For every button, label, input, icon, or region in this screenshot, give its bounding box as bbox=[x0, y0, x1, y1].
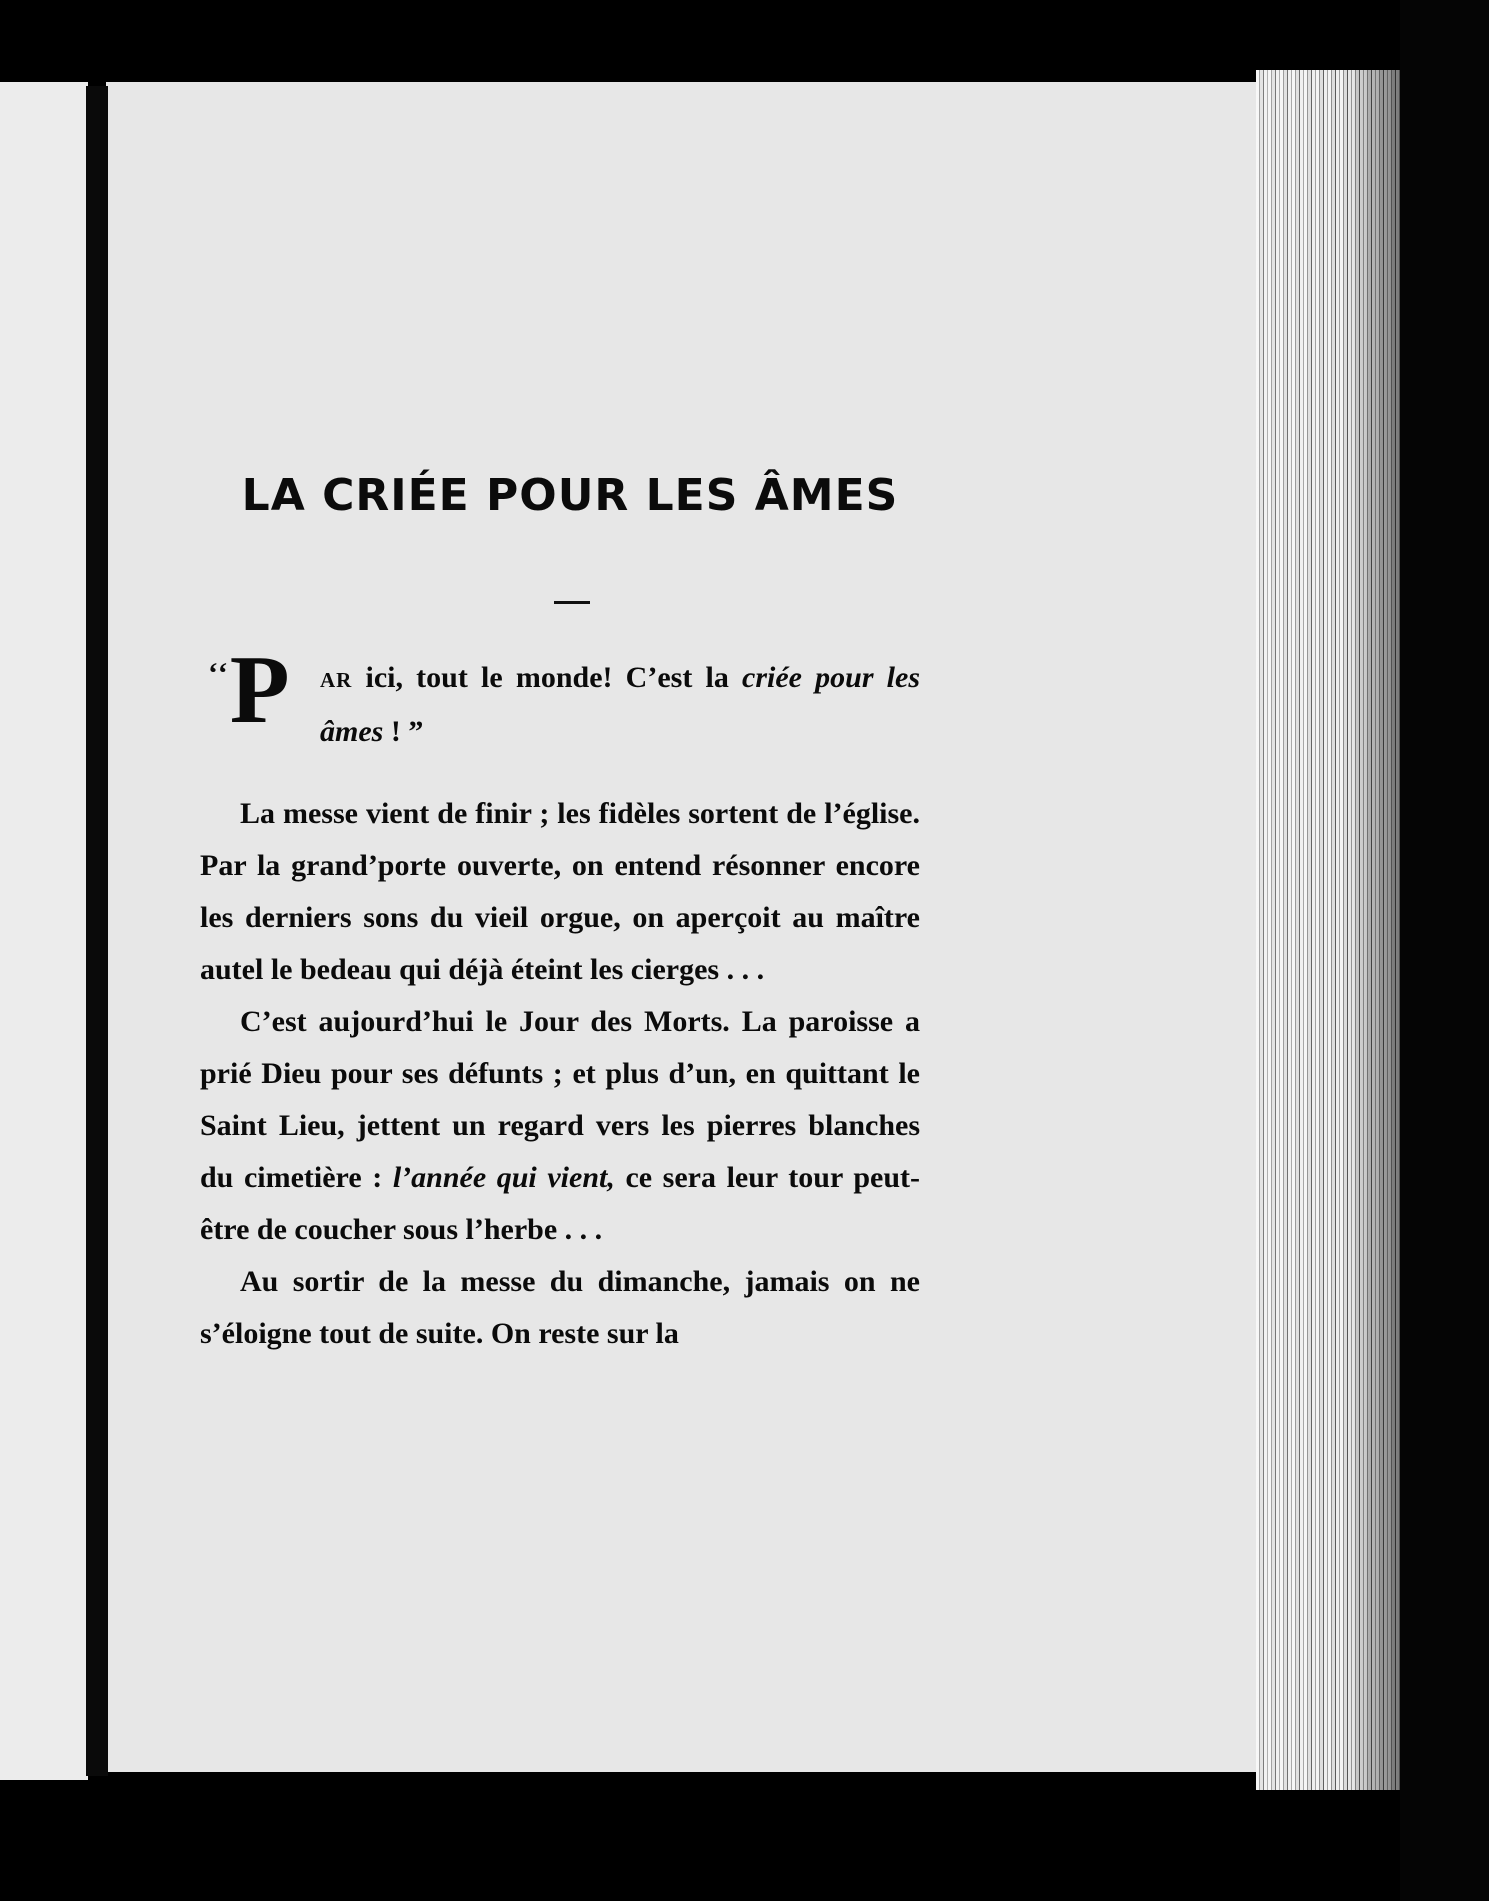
opening-text-1: ici, tout le monde! C’est la bbox=[352, 661, 743, 694]
drop-cap-letter: P bbox=[229, 636, 290, 744]
drop-cap-group bbox=[208, 636, 290, 744]
book-gutter bbox=[86, 86, 108, 1776]
paragraph-sunday-mass: Au sortir de la messe du dimanche, jamais on ne s’éloigne tout de suite. On reste sur la bbox=[200, 1265, 920, 1350]
opening-italic: criée pour les âmes bbox=[320, 661, 921, 748]
paragraph-3-text-2: ce sera leur tour peut-être de coucher sous l’herbe . . . bbox=[200, 1161, 920, 1246]
paragraph-mass-ends: La messe vient de finir ; les fidèles sortent de l’église. Par la grand’porte ouverte, on entend résonner encore les derniers sons du vieil orgue, on aperçoit au maître autel le bedeau qui déjà éteint les cierges . . . bbox=[200, 797, 920, 986]
opening-paragraph bbox=[200, 636, 921, 758]
chapter-text bbox=[200, 470, 920, 1360]
chapter-body bbox=[200, 636, 921, 1360]
title-rule bbox=[554, 601, 590, 604]
chapter-title: LA CRIÉE POUR LES ÂMES bbox=[241, 470, 899, 521]
scan-background-right bbox=[1400, 0, 1489, 1901]
left-facing-page-edge bbox=[0, 82, 88, 1780]
paragraph-3-text-1: C’est aujourd’hui le Jour des Morts. La paroisse a prié Dieu pour ses défunts ; et plus d’un, en quittant le Saint Lieu, jettent un regard vers les pierres blanches du cimetière : bbox=[200, 1005, 920, 1194]
opening-quote: ‘‘ bbox=[208, 657, 230, 690]
page-block-shadow bbox=[1256, 70, 1406, 1790]
paragraph-day-of-dead bbox=[200, 996, 920, 1256]
paragraph-3-italic: l’année qui vient, bbox=[392, 1161, 615, 1194]
opening-text-2: ! ” bbox=[383, 715, 424, 748]
opening-small-caps: AR bbox=[320, 668, 353, 692]
